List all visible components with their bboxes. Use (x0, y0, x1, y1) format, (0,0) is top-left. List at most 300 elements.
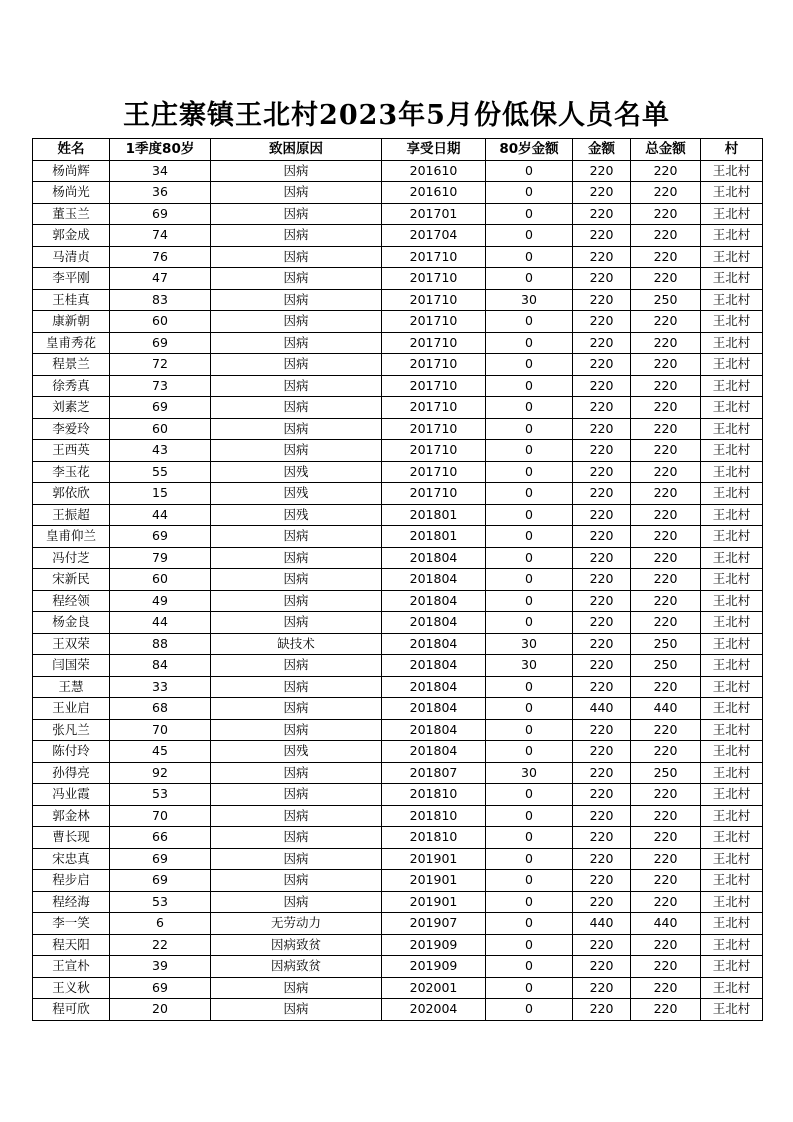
cell-name: 康新朝 (33, 311, 110, 333)
cell-bonus: 0 (486, 461, 573, 483)
cell-age: 66 (110, 827, 211, 849)
cell-bonus: 30 (486, 655, 573, 677)
cell-total: 220 (631, 934, 701, 956)
table-row (33, 827, 763, 849)
cell-bonus: 0 (486, 891, 573, 913)
table-row (33, 354, 763, 376)
cell-amount: 220 (573, 375, 631, 397)
cell-amount: 220 (573, 569, 631, 591)
header-village: 村 (701, 139, 763, 161)
cell-name: 郭金成 (33, 225, 110, 247)
cell-total: 220 (631, 332, 701, 354)
cell-village: 王北村 (701, 999, 763, 1021)
cell-amount: 220 (573, 999, 631, 1021)
cell-bonus: 0 (486, 698, 573, 720)
cell-village: 王北村 (701, 719, 763, 741)
cell-bonus: 0 (486, 784, 573, 806)
cell-reason: 因病 (211, 526, 382, 548)
cell-name: 冯业霞 (33, 784, 110, 806)
table-row (33, 784, 763, 806)
cell-date: 201710 (382, 397, 486, 419)
cell-name: 杨尚辉 (33, 160, 110, 182)
cell-name: 皇甫秀花 (33, 332, 110, 354)
cell-total: 220 (631, 354, 701, 376)
cell-bonus: 0 (486, 182, 573, 204)
cell-name: 程步启 (33, 870, 110, 892)
cell-amount: 220 (573, 160, 631, 182)
cell-village: 王北村 (701, 268, 763, 290)
table-header-row (33, 139, 763, 161)
table-row (33, 526, 763, 548)
cell-total: 440 (631, 698, 701, 720)
cell-bonus: 0 (486, 977, 573, 999)
cell-amount: 220 (573, 848, 631, 870)
cell-reason: 因病 (211, 397, 382, 419)
cell-age: 55 (110, 461, 211, 483)
cell-age: 39 (110, 956, 211, 978)
cell-name: 皇甫仰兰 (33, 526, 110, 548)
cell-village: 王北村 (701, 569, 763, 591)
cell-date: 201804 (382, 633, 486, 655)
cell-amount: 220 (573, 526, 631, 548)
cell-village: 王北村 (701, 203, 763, 225)
cell-amount: 220 (573, 332, 631, 354)
cell-total: 220 (631, 569, 701, 591)
cell-age: 88 (110, 633, 211, 655)
cell-bonus: 0 (486, 203, 573, 225)
cell-age: 20 (110, 999, 211, 1021)
cell-age: 69 (110, 203, 211, 225)
cell-village: 王北村 (701, 741, 763, 763)
cell-age: 60 (110, 569, 211, 591)
cell-date: 201804 (382, 655, 486, 677)
cell-total: 220 (631, 977, 701, 999)
cell-village: 王北村 (701, 655, 763, 677)
cell-village: 王北村 (701, 891, 763, 913)
page-title: 王庄寨镇王北村2023年5月份低保人员名单 (123, 100, 670, 131)
cell-amount: 220 (573, 655, 631, 677)
cell-amount: 220 (573, 203, 631, 225)
cell-date: 201710 (382, 440, 486, 462)
cell-total: 220 (631, 827, 701, 849)
cell-age: 45 (110, 741, 211, 763)
cell-date: 201710 (382, 483, 486, 505)
cell-name: 王慧 (33, 676, 110, 698)
cell-bonus: 0 (486, 547, 573, 569)
cell-reason: 因病 (211, 289, 382, 311)
table-row (33, 633, 763, 655)
cell-total: 220 (631, 418, 701, 440)
cell-age: 36 (110, 182, 211, 204)
cell-amount: 220 (573, 182, 631, 204)
cell-village: 王北村 (701, 483, 763, 505)
cell-village: 王北村 (701, 225, 763, 247)
cell-bonus: 0 (486, 311, 573, 333)
cell-reason: 因病 (211, 182, 382, 204)
cell-bonus: 0 (486, 569, 573, 591)
cell-reason: 因病 (211, 676, 382, 698)
cell-name: 王桂真 (33, 289, 110, 311)
cell-bonus: 30 (486, 762, 573, 784)
cell-reason: 因病 (211, 762, 382, 784)
cell-amount: 220 (573, 977, 631, 999)
cell-name: 王业启 (33, 698, 110, 720)
table-row (33, 397, 763, 419)
cell-date: 201704 (382, 225, 486, 247)
table-row (33, 311, 763, 333)
cell-village: 王北村 (701, 956, 763, 978)
cell-amount: 220 (573, 827, 631, 849)
cell-total: 220 (631, 182, 701, 204)
cell-total: 220 (631, 268, 701, 290)
cell-age: 69 (110, 397, 211, 419)
cell-date: 201710 (382, 311, 486, 333)
table-row (33, 848, 763, 870)
table-row (33, 440, 763, 462)
cell-total: 220 (631, 848, 701, 870)
cell-age: 74 (110, 225, 211, 247)
cell-age: 68 (110, 698, 211, 720)
cell-amount: 220 (573, 590, 631, 612)
cell-amount: 220 (573, 418, 631, 440)
cell-date: 201801 (382, 504, 486, 526)
table-row (33, 504, 763, 526)
cell-amount: 220 (573, 719, 631, 741)
cell-bonus: 0 (486, 440, 573, 462)
cell-amount: 220 (573, 762, 631, 784)
cell-name: 郭金林 (33, 805, 110, 827)
cell-bonus: 0 (486, 225, 573, 247)
cell-age: 60 (110, 418, 211, 440)
table-row (33, 332, 763, 354)
cell-total: 220 (631, 612, 701, 634)
table-row (33, 461, 763, 483)
cell-amount: 220 (573, 354, 631, 376)
cell-reason: 因病 (211, 999, 382, 1021)
cell-name: 程可欣 (33, 999, 110, 1021)
cell-date: 201710 (382, 289, 486, 311)
cell-age: 69 (110, 870, 211, 892)
cell-total: 220 (631, 397, 701, 419)
cell-village: 王北村 (701, 182, 763, 204)
cell-name: 孙得亮 (33, 762, 110, 784)
table-row (33, 762, 763, 784)
cell-bonus: 0 (486, 483, 573, 505)
cell-name: 王双荣 (33, 633, 110, 655)
cell-reason: 因病 (211, 547, 382, 569)
cell-village: 王北村 (701, 784, 763, 806)
cell-bonus: 0 (486, 354, 573, 376)
cell-amount: 220 (573, 805, 631, 827)
cell-date: 201710 (382, 418, 486, 440)
cell-name: 王义秋 (33, 977, 110, 999)
cell-total: 220 (631, 375, 701, 397)
cell-total: 250 (631, 633, 701, 655)
cell-age: 84 (110, 655, 211, 677)
cell-date: 201810 (382, 805, 486, 827)
cell-reason: 因病 (211, 246, 382, 268)
cell-name: 程天阳 (33, 934, 110, 956)
cell-date: 201901 (382, 870, 486, 892)
cell-total: 220 (631, 225, 701, 247)
cell-bonus: 0 (486, 913, 573, 935)
cell-name: 王西英 (33, 440, 110, 462)
cell-reason: 因残 (211, 483, 382, 505)
cell-reason: 因病 (211, 354, 382, 376)
cell-bonus: 0 (486, 590, 573, 612)
cell-date: 201701 (382, 203, 486, 225)
cell-age: 69 (110, 526, 211, 548)
cell-age: 34 (110, 160, 211, 182)
cell-total: 220 (631, 891, 701, 913)
cell-village: 王北村 (701, 612, 763, 634)
cell-village: 王北村 (701, 160, 763, 182)
cell-village: 王北村 (701, 354, 763, 376)
table-row (33, 999, 763, 1021)
cell-total: 220 (631, 160, 701, 182)
cell-bonus: 0 (486, 504, 573, 526)
cell-date: 201909 (382, 956, 486, 978)
table-row (33, 698, 763, 720)
cell-reason: 因病 (211, 440, 382, 462)
cell-date: 201804 (382, 676, 486, 698)
table-row (33, 289, 763, 311)
cell-village: 王北村 (701, 633, 763, 655)
header-age-80-amount: 80岁金额 (486, 139, 573, 161)
cell-name: 刘素芝 (33, 397, 110, 419)
cell-reason: 因病 (211, 332, 382, 354)
cell-age: 76 (110, 246, 211, 268)
cell-date: 201901 (382, 891, 486, 913)
cell-total: 220 (631, 956, 701, 978)
table-row (33, 375, 763, 397)
cell-village: 王北村 (701, 289, 763, 311)
cell-reason: 因病 (211, 891, 382, 913)
cell-amount: 220 (573, 246, 631, 268)
cell-date: 201804 (382, 741, 486, 763)
cell-total: 250 (631, 762, 701, 784)
cell-name: 王振超 (33, 504, 110, 526)
cell-bonus: 0 (486, 827, 573, 849)
cell-date: 201901 (382, 848, 486, 870)
cell-village: 王北村 (701, 934, 763, 956)
cell-bonus: 0 (486, 741, 573, 763)
cell-bonus: 0 (486, 676, 573, 698)
cell-reason: 缺技术 (211, 633, 382, 655)
cell-village: 王北村 (701, 311, 763, 333)
cell-village: 王北村 (701, 440, 763, 462)
low-income-roster-table (32, 138, 763, 1021)
cell-date: 201801 (382, 526, 486, 548)
cell-name: 王宣朴 (33, 956, 110, 978)
cell-village: 王北村 (701, 332, 763, 354)
cell-name: 宋忠真 (33, 848, 110, 870)
cell-age: 49 (110, 590, 211, 612)
cell-name: 程经领 (33, 590, 110, 612)
cell-bonus: 0 (486, 612, 573, 634)
cell-amount: 220 (573, 741, 631, 763)
cell-name: 郭依欣 (33, 483, 110, 505)
table-row (33, 977, 763, 999)
cell-amount: 220 (573, 440, 631, 462)
cell-reason: 因病 (211, 569, 382, 591)
cell-name: 程景兰 (33, 354, 110, 376)
table-row (33, 547, 763, 569)
cell-age: 92 (110, 762, 211, 784)
cell-date: 201804 (382, 590, 486, 612)
cell-total: 250 (631, 289, 701, 311)
cell-total: 220 (631, 676, 701, 698)
cell-total: 220 (631, 311, 701, 333)
cell-reason: 因病致贫 (211, 956, 382, 978)
cell-name: 李玉花 (33, 461, 110, 483)
cell-name: 杨尚光 (33, 182, 110, 204)
cell-amount: 220 (573, 612, 631, 634)
cell-age: 6 (110, 913, 211, 935)
cell-age: 60 (110, 311, 211, 333)
table-row (33, 483, 763, 505)
cell-age: 83 (110, 289, 211, 311)
cell-bonus: 0 (486, 375, 573, 397)
table-row (33, 655, 763, 677)
table-row (33, 569, 763, 591)
cell-total: 220 (631, 590, 701, 612)
cell-date: 201710 (382, 268, 486, 290)
cell-age: 44 (110, 612, 211, 634)
cell-bonus: 0 (486, 397, 573, 419)
cell-bonus: 0 (486, 418, 573, 440)
cell-amount: 220 (573, 676, 631, 698)
cell-name: 李平刚 (33, 268, 110, 290)
cell-total: 220 (631, 526, 701, 548)
cell-date: 202004 (382, 999, 486, 1021)
cell-reason: 因病 (211, 311, 382, 333)
table-row (33, 719, 763, 741)
cell-reason: 因病致贫 (211, 934, 382, 956)
cell-village: 王北村 (701, 977, 763, 999)
cell-date: 201804 (382, 612, 486, 634)
cell-amount: 220 (573, 504, 631, 526)
cell-bonus: 30 (486, 633, 573, 655)
cell-amount: 220 (573, 956, 631, 978)
cell-date: 201610 (382, 182, 486, 204)
cell-date: 201907 (382, 913, 486, 935)
cell-amount: 220 (573, 784, 631, 806)
cell-amount: 220 (573, 870, 631, 892)
cell-name: 徐秀真 (33, 375, 110, 397)
cell-amount: 220 (573, 397, 631, 419)
cell-date: 201807 (382, 762, 486, 784)
cell-amount: 440 (573, 698, 631, 720)
cell-amount: 220 (573, 483, 631, 505)
cell-total: 220 (631, 203, 701, 225)
cell-reason: 因残 (211, 741, 382, 763)
cell-age: 43 (110, 440, 211, 462)
cell-reason: 因病 (211, 827, 382, 849)
cell-age: 44 (110, 504, 211, 526)
header-q1-age-80: 1季度80岁 (110, 139, 211, 161)
cell-reason: 因病 (211, 268, 382, 290)
cell-bonus: 0 (486, 805, 573, 827)
cell-name: 陈付玲 (33, 741, 110, 763)
cell-amount: 220 (573, 311, 631, 333)
cell-village: 王北村 (701, 848, 763, 870)
cell-amount: 220 (573, 461, 631, 483)
cell-reason: 因病 (211, 719, 382, 741)
cell-name: 程经海 (33, 891, 110, 913)
cell-village: 王北村 (701, 698, 763, 720)
cell-bonus: 0 (486, 999, 573, 1021)
cell-reason: 因病 (211, 977, 382, 999)
table-row (33, 934, 763, 956)
cell-bonus: 0 (486, 526, 573, 548)
cell-bonus: 0 (486, 719, 573, 741)
cell-reason: 因病 (211, 805, 382, 827)
cell-date: 201810 (382, 827, 486, 849)
cell-reason: 因病 (211, 870, 382, 892)
table-row (33, 246, 763, 268)
cell-total: 220 (631, 483, 701, 505)
cell-reason: 因病 (211, 655, 382, 677)
cell-amount: 220 (573, 289, 631, 311)
table-row (33, 612, 763, 634)
cell-name: 曹长现 (33, 827, 110, 849)
cell-name: 宋新民 (33, 569, 110, 591)
cell-name: 董玉兰 (33, 203, 110, 225)
cell-total: 220 (631, 784, 701, 806)
header-name: 姓名 (33, 139, 110, 161)
table-row (33, 160, 763, 182)
cell-name: 杨金良 (33, 612, 110, 634)
cell-age: 69 (110, 332, 211, 354)
cell-total: 220 (631, 246, 701, 268)
cell-amount: 220 (573, 225, 631, 247)
cell-bonus: 0 (486, 332, 573, 354)
cell-total: 220 (631, 461, 701, 483)
cell-amount: 220 (573, 268, 631, 290)
cell-village: 王北村 (701, 870, 763, 892)
cell-date: 202001 (382, 977, 486, 999)
table-row (33, 268, 763, 290)
cell-age: 53 (110, 784, 211, 806)
cell-village: 王北村 (701, 461, 763, 483)
table-row (33, 805, 763, 827)
cell-name: 闫国荣 (33, 655, 110, 677)
table-row (33, 203, 763, 225)
cell-amount: 440 (573, 913, 631, 935)
cell-village: 王北村 (701, 547, 763, 569)
cell-village: 王北村 (701, 762, 763, 784)
header-start-date: 享受日期 (382, 139, 486, 161)
cell-reason: 因残 (211, 504, 382, 526)
cell-total: 440 (631, 913, 701, 935)
cell-total: 220 (631, 504, 701, 526)
header-total-amount: 总金额 (631, 139, 701, 161)
cell-total: 220 (631, 741, 701, 763)
cell-village: 王北村 (701, 676, 763, 698)
cell-date: 201710 (382, 246, 486, 268)
cell-bonus: 0 (486, 246, 573, 268)
cell-village: 王北村 (701, 504, 763, 526)
cell-reason: 因病 (211, 848, 382, 870)
cell-date: 201909 (382, 934, 486, 956)
cell-name: 马清贞 (33, 246, 110, 268)
table-row (33, 418, 763, 440)
table-row (33, 891, 763, 913)
cell-age: 69 (110, 848, 211, 870)
cell-total: 220 (631, 870, 701, 892)
cell-total: 220 (631, 719, 701, 741)
